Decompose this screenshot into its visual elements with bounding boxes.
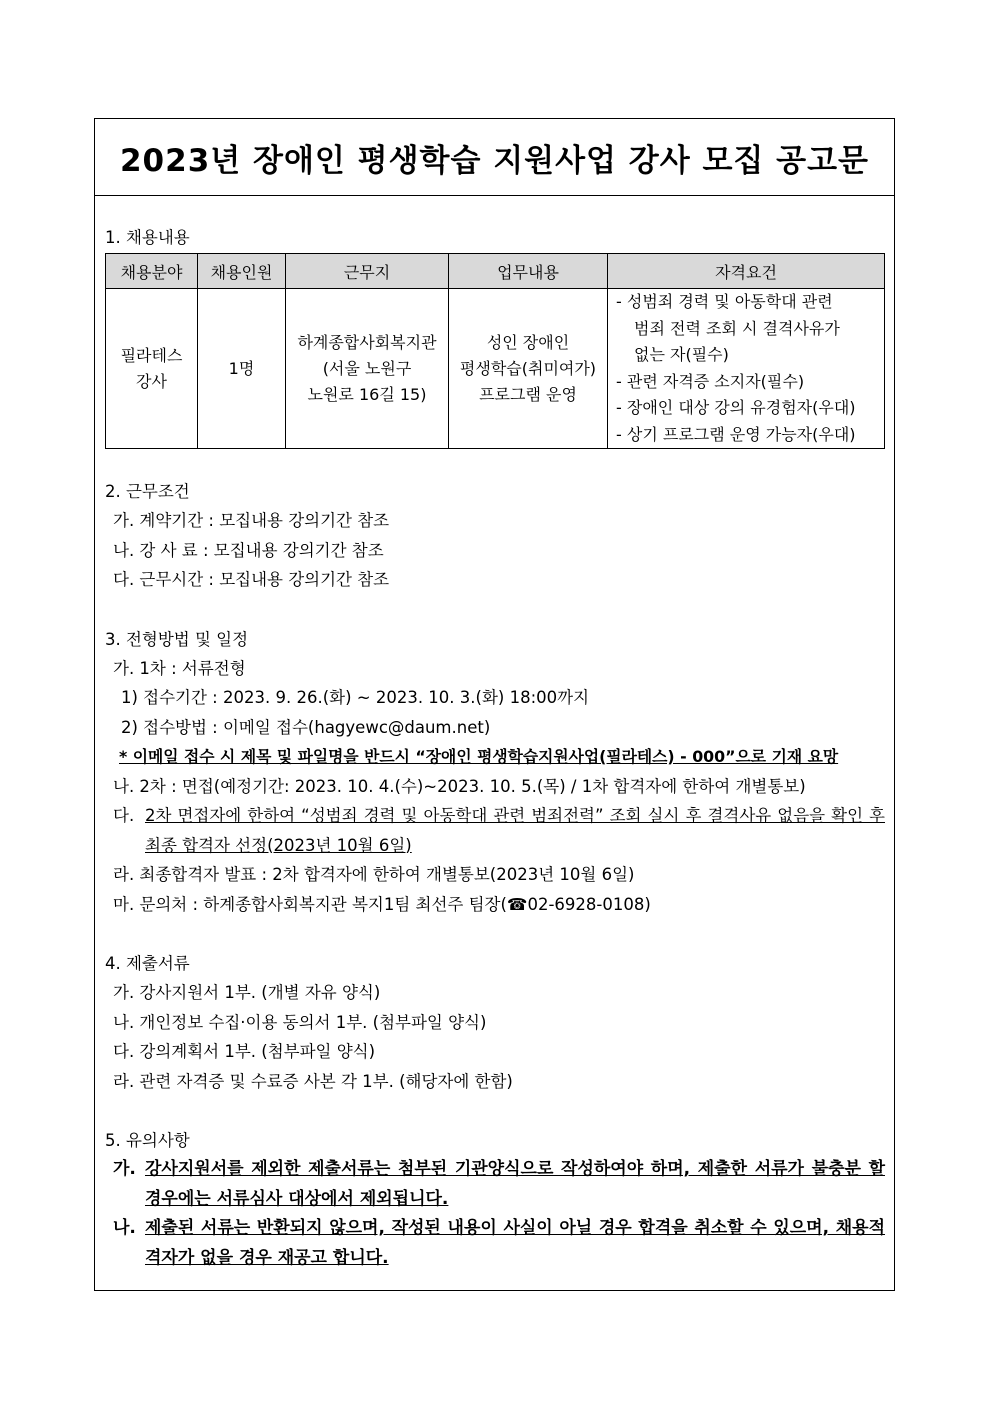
qualification-line: - 장애인 대상 강의 유경험자(우대) (616, 398, 856, 417)
cell-duty (449, 289, 608, 449)
section5-heading: 5. 유의사항 (105, 1131, 190, 1150)
notice-frame (94, 118, 895, 1291)
document-item: 나. 개인정보 수집·이용 동의서 1부. (첨부파일 양식) (113, 1012, 487, 1032)
caution-text: 제출된 서류는 반환되지 않으며, 작성된 내용이 사실이 아닐 경우 합격을 취소할 수 있으며, 채용적격자가 없을 경우 재공고 합니다. (145, 1218, 885, 1268)
place-line: 노원로 16길 15) (307, 384, 427, 404)
page-title: 2023년 장애인 평생학습 지원사업 강사 모집 공고문 (119, 142, 869, 179)
condition-item: 가. 계약기간 : 모집내용 강의기간 참조 (113, 511, 390, 530)
item-marker: 가. (113, 1159, 136, 1179)
qualification-line: 범죄 전력 조회 시 결격사유가 (634, 318, 840, 338)
section3-heading: 3. 전형방법 및 일정 (105, 629, 249, 649)
table-header-field: 채용분야 (106, 254, 198, 289)
table-row (106, 289, 885, 449)
duty-line: 성인 장애인 (486, 332, 570, 352)
table-header-duty: 업무내용 (449, 254, 608, 289)
place-line: (서울 노원구 (322, 358, 412, 378)
recruitment-table (105, 253, 885, 449)
condition-item: 다. 근무시간 : 모집내용 강의기간 참조 (113, 570, 390, 589)
table-header-row (106, 254, 885, 289)
title-box (95, 119, 894, 196)
document-item: 라. 관련 자격증 및 수료증 사본 각 1부. (해당자에 한함) (113, 1071, 513, 1091)
section2-heading: 2. 근무조건 (105, 482, 190, 501)
field-line: 필라테스 (120, 345, 183, 365)
application-method: 2) 접수방법 : 이메일 접수(hagyewc@daum.net) (121, 717, 491, 737)
background-check (105, 801, 885, 860)
cell-qualification (608, 289, 885, 449)
contact-info: 마. 문의처 : 하계종합사회복지관 복지1팀 최선주 팀장(☎02-6928-0108) (113, 894, 651, 914)
qualification-line: 없는 자(필수) (634, 345, 729, 364)
table-header-qualification: 자격요건 (608, 254, 885, 289)
item-marker: 다. (113, 806, 135, 825)
item-marker: 나. (113, 1218, 136, 1238)
caution-item (105, 1155, 885, 1214)
cell-count: 1명 (198, 289, 286, 449)
condition-item: 나. 강 사 료 : 모집내용 강의기간 참조 (113, 540, 384, 560)
final-announcement: 라. 최종합격자 발표 : 2차 합격자에 한하여 개별통보(2023년 10월 6일) (113, 865, 635, 884)
duty-line: 평생학습(취미여가) (459, 358, 597, 378)
table-header-place: 근무지 (286, 254, 449, 289)
place-line: 하계종합사회복지관 (297, 332, 437, 352)
email-note: * 이메일 접수 시 제목 및 파일명을 반드시 “장애인 평생학습지원사업(필라테스) - 000”으로 기재 요망 (119, 747, 839, 766)
caution-item (105, 1214, 885, 1273)
document-item: 다. 강의계획서 1부. (첨부파일 양식) (113, 1042, 376, 1061)
first-round: 가. 1차 : 서류전형 (113, 658, 246, 678)
qualification-line: - 상기 프로그램 운영 가능자(우대) (616, 424, 856, 444)
field-line: 강사 (136, 371, 167, 391)
second-round: 나. 2차 : 면접(예정기간: 2023. 10. 4.(수)~2023. 10. 5.(목) / 1차 합격자에 한하여 개별통보) (113, 776, 806, 796)
caution-text: 강사지원서를 제외한 제출서류는 첨부된 기관양식으로 작성하여야 하며, 제출한 서류가 불충분 할 경우에는 서류심사 대상에서 제외됩니다. (145, 1159, 885, 1209)
cell-field (106, 289, 198, 449)
duty-line: 프로그램 운영 (479, 384, 577, 404)
background-check-text: 2차 면접자에 한하여 “성범죄 경력 및 아동학대 관련 범죄전력” 조회 실시 후 결격사유 없음을 확인 후 최종 합격자 선정(2023년 10월 6일) (145, 806, 885, 855)
qualification-line: - 성범죄 경력 및 아동학대 관련 (616, 292, 833, 311)
application-period: 1) 접수기간 : 2023. 9. 26.(화) ~ 2023. 10. 3.(화) 18:00까지 (121, 688, 590, 707)
document-item: 가. 강사지원서 1부. (개별 자유 양식) (113, 983, 381, 1002)
section4-heading: 4. 제출서류 (105, 954, 190, 973)
section1-heading: 1. 채용내용 (105, 228, 190, 247)
cell-place (286, 289, 449, 449)
notice-content (105, 195, 885, 1273)
qualification-line: - 관련 자격증 소지자(필수) (616, 371, 805, 391)
table-header-count: 채용인원 (198, 254, 286, 289)
